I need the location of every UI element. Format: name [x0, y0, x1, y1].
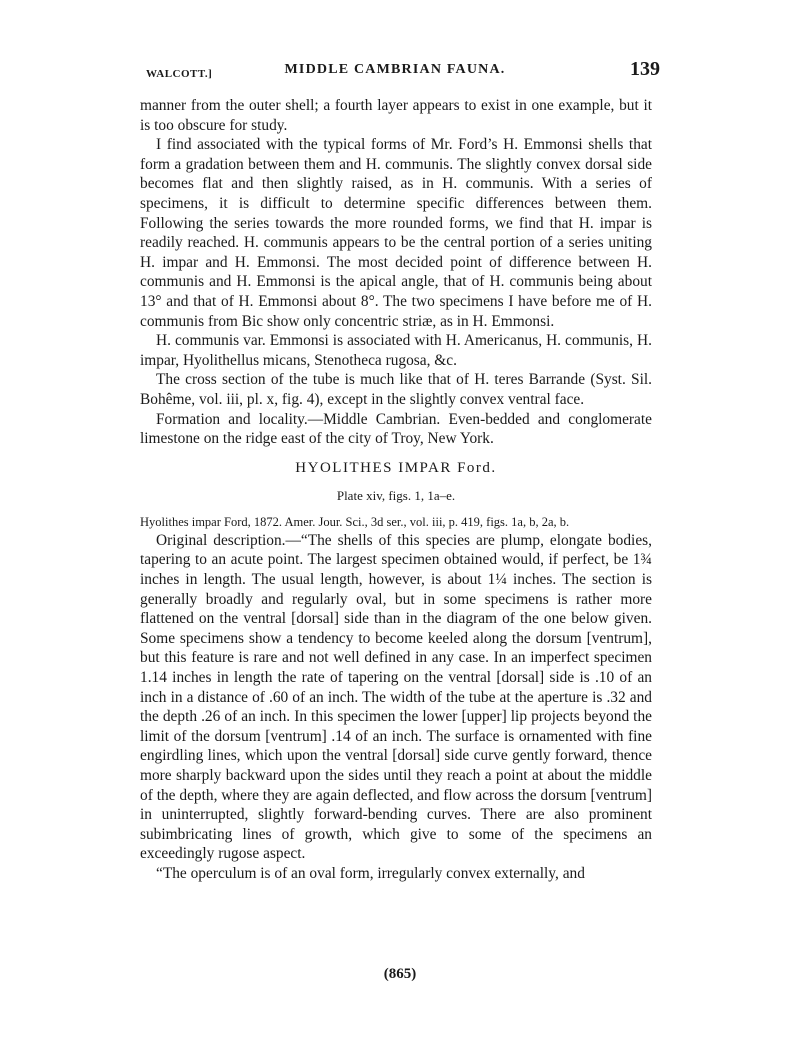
species-heading: HYOLITHES IMPAR Ford.	[295, 459, 497, 476]
running-header	[130, 58, 660, 88]
operculum-description: “The operculum is of an oval form, irregularly convex externally, and	[156, 864, 585, 882]
original-description: Original description.—“The shells of this species are plump, elongate bodies, tapering to an acute point. The largest specimen obtained would, if perfect, be 1¾ inches in length. The usual length, however, is about 1¼ inches. The section is generally broadly and regularly oval, but in some specimens is rather more flattened on the ventral [dorsal] side than in the diagram of the one below given. Some specimens show a tendency to become keeled along the dorsum [ventrum], but this feature is rare and not well defined in any case. In an imperfect specimen 1.14 inches in length the rate of tapering on the ventral [dorsal] side is .10 of an inch in a distance of .60 of an inch. The width of the tube at the aperture is .32 and the depth .26 of an inch. In this specimen the lower [upper] lip projects beyond the limit of the dorsum [ventrum] .14 of an inch. The surface is ornamented with fine engirdling lines, which upon the ventral [dorsal] side curve gently forward, thence more sharply backward upon the sides until they reach a point at about the middle of the depth, where they are again deflected, and flow across the dorsum [ventrum] in uninterrupted, slightly forward-bending curves. There are also prominent subimbricating lines of growth, which give to some of the specimens an exceedingly rugose aspect.	[140, 531, 652, 863]
running-title: MIDDLE CAMBRIAN FAUNA.	[284, 62, 506, 77]
author-running-head: WALCOTT.]	[146, 68, 213, 80]
synonymy-citation: Hyolithes impar Ford, 1872. Amer. Jour. Sci., 3d ser., vol. iii, p. 419, figs. 1a, b, 2a, b.	[140, 514, 570, 529]
footer-page-marker: (865)	[383, 966, 417, 982]
plate-reference: Plate xiv, figs. 1, 1a–e.	[336, 488, 456, 504]
paragraph-gradation: I find associated with the typical forms of Mr. Ford’s H. Emmonsi shells that form a gradation between them and H. communis. The slightly convex dorsal side becomes flat and then slightly raised, as in H. communis. With a series of specimens, it is difficult to determine specific differences between them. Following the series towards the more rounded forms, we find that H. impar is readily reached. H. communis appears to be the central portion of a series uniting H. impar and H. Emmonsi. The most decided point of difference between H. communis and H. Emmonsi is the apical angle, that of H. communis being about 13° and that of H. Emmonsi about 8°. The two specimens I have before me of H. communis from Bic show only concentric striæ, as in H. Emmonsi.	[140, 136, 652, 330]
paragraph-continuation: manner from the outer shell; a fourth layer appears to exist in one example, but it is too obscure for study.	[140, 97, 652, 134]
paragraph-formation-locality: Formation and locality.—Middle Cambrian. Even-bedded and conglomerate limestone on the ridge east of the city of Troy, New York.	[140, 410, 652, 448]
paragraph-association: H. communis var. Emmonsi is associated with H. Americanus, H. communis, H. impar, Hyolithellus micans, Stenotheca rugosa, &c.	[140, 332, 652, 369]
page-body	[140, 96, 652, 884]
paragraph-cross-section: The cross section of the tube is much like that of H. teres Barrande (Syst. Sil. Bohême, vol. iii, pl. x, fig. 4), except in the slightly convex ventral face.	[140, 371, 652, 408]
page-number: 139	[630, 58, 660, 80]
